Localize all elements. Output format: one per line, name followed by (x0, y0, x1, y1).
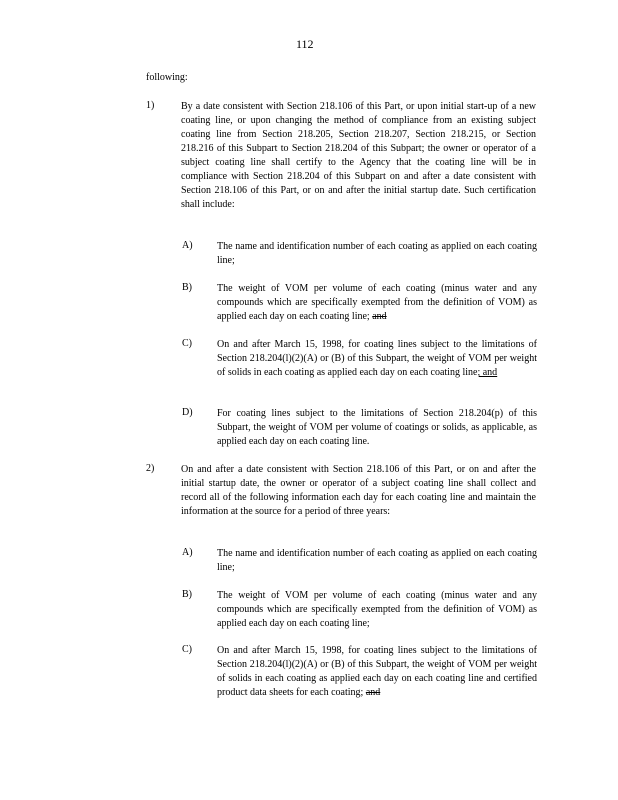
subitem-label: B) (182, 282, 192, 293)
item-label: 1) (146, 100, 155, 111)
subitem-text: On and after March 15, 1998, for coating lines subject to the limitations of Section 218.204(l)(2)(A) or (B) of this Subpart, the weight of VOM per weight of solids in each coating as applied each day on each coating line and certified product data sheets for each coating; (217, 645, 537, 698)
item-text: By a date consistent with Section 218.106 of this Part, or upon initial start-up of a new coating line, or upon changing the method of compliance from an existing subject coating line from Section 218.205, Section 218.207, Section 218.215, or Section 218.216 of this Subpart to Section 218.204 of this Subpart; the owner or operator of a subject coating line shall certify to the Agency that the coating line will be in compliance with Section 218.204 of this Subpart on and after a date consistent with Section 218.106 of this Part, or on and after the initial startup date. Such certification shall include: (181, 101, 536, 210)
subitem-label: D) (182, 407, 193, 418)
subitem-label: A) (182, 240, 193, 251)
deleted-text: and (365, 687, 381, 698)
intro-text: following: (146, 72, 188, 83)
subitem-text: On and after March 15, 1998, for coating lines subject to the limitations of Section 218.204(l)(2)(A) or (B) of this Subpart, the weight of VOM per weight of solids in each coating as applied each day on each coating line (217, 339, 537, 378)
item-text: On and after a date consistent with Section 218.106 of this Part, or on and after the initial startup date, the owner or operator of a subject coating line shall collect and record all of the following information each day for each coating line and maintain the information at the source for a period of three years: (181, 464, 536, 517)
subitem-text-container (217, 338, 537, 380)
subitem-label: B) (182, 589, 192, 600)
deleted-text: and (372, 311, 387, 322)
item-label: 2) (146, 463, 155, 474)
subitem-text: The name and identification number of each coating as applied on each coating line; (217, 548, 537, 573)
subitem-label: C) (182, 338, 192, 349)
page-number: 112 (296, 37, 314, 51)
subitem-text: The weight of VOM per volume of each coating (minus water and any compounds which are specifically exempted from the definition of VOM) as applied each day on each coating line; (217, 283, 537, 322)
subitem-label: C) (182, 644, 192, 655)
inserted-text: ; and (477, 367, 498, 378)
subitem-text-container (217, 282, 537, 324)
subitem-text: For coating lines subject to the limitations of Section 218.204(p) of this Subpart, the weight of VOM per volume of coatings or solids, as applicable, as applied each day on each coating line. (217, 408, 537, 447)
subitem-label: A) (182, 547, 193, 558)
subitem-text: The name and identification number of each coating as applied on each coating line; (217, 241, 537, 266)
subitem-text: The weight of VOM per volume of each coating (minus water and any compounds which are specifically exempted from the definition of VOM) as applied each day on each coating line; (217, 590, 537, 629)
subitem-text-container (217, 644, 537, 700)
